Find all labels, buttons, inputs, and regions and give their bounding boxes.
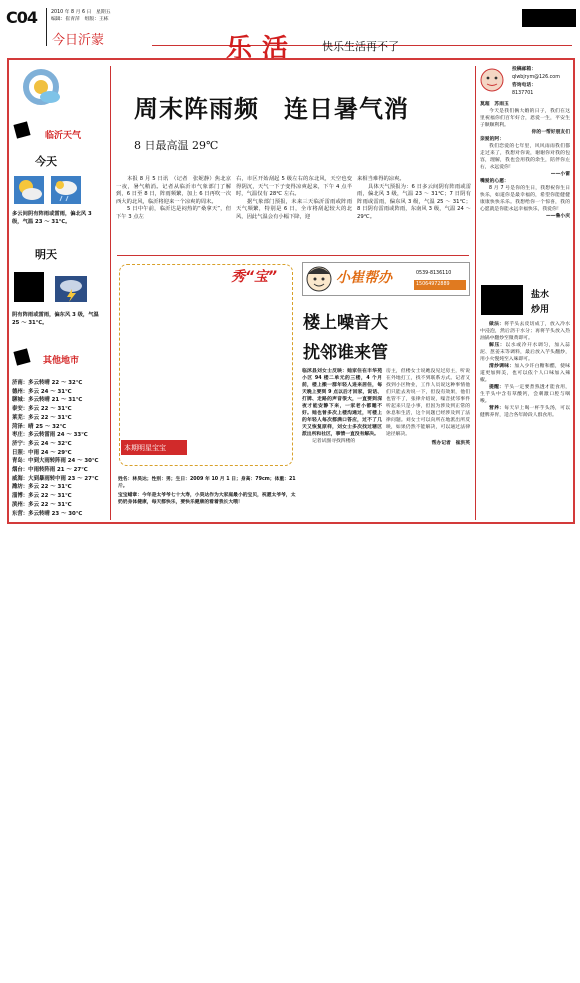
- helper-phone-2: 15064972889: [416, 282, 450, 287]
- helper-col2-text: 房主，但楼女士说她没见过房主，听说在外地打工，找不到联系方式。记者又找到小区物业，工作人员说这种事情他们只能去劝说一下，但没有效果，他们也管不了，张律介绍说，噪音扰邻事件听起来只是小事，但因为涉及到正常的休息和生活，这个问题已经涉及到了法律问题。刘女士可以向所在地派出所反映，如果仍然不能解决，可以通过法律途径解决。: [386, 369, 470, 437]
- other-cities-label: 其他地市: [43, 356, 80, 366]
- page-editors: 编辑：崔青萍 组版：王栋: [51, 17, 109, 22]
- sidebar-messages: [480, 101, 570, 220]
- sidebar-phone-label: 咨询电话：: [512, 83, 536, 88]
- sidebar-msg2-sig: ——小雷: [550, 172, 570, 177]
- recipe-step-text: 每天早上喝一杯芋头汤，可以健脾养胃，适合各年龄段人群食用。: [480, 406, 570, 418]
- sidebar-msg3-text: 8 月 7 号是你的生日，我想祝你生日快乐，如道你是最幸福的，希望你能健健康康快快乐乐。我想给你一个惊喜，我的心愿就是你能永远幸福快乐，我爱你！: [480, 186, 570, 212]
- recipe-title-2: 炒用: [531, 305, 550, 315]
- sidebar-msg1-text: 今天是我们俩大婚的日子，我们在这里祝福你们百年好合，恩爱一生，平安生子顺顺利利。: [480, 109, 570, 128]
- helper-logo: 小崔帮办: [336, 270, 392, 286]
- baby-info: [118, 476, 298, 490]
- article-col3-para2: 具体天气预报为：6 日多云间阴有阵雨或雷雨，偏北风 3 级，气温 23 ～ 31℃；7 日阴有阵雨或雷雨，偏东风 3 级，气温 25 ～ 31℃；8 日阴有雷雨或阵雨，东南风 3 级，气温 24 ～ 29℃。: [357, 183, 471, 220]
- sidebar-msg2-head: 亲爱的阿：: [480, 137, 504, 142]
- storm-icon: [55, 276, 87, 302]
- helper-mascot-icon: [304, 264, 334, 294]
- helper-phone-1: 0539-8136110: [416, 271, 452, 276]
- recipe-step-text: 将芋头去皮切成丁，放入冷水中浸泡，然后沥干水分；再将芋头放入热油锅中翻炒至微黄即可。: [480, 322, 570, 341]
- sidebar-msg3-sig: ——鲁小庆: [546, 214, 570, 219]
- page-date: 2010 年 8 月 6 日 星期五: [51, 10, 111, 15]
- sidebar-msg1-sig: 你的一帮好朋友们: [531, 130, 570, 135]
- article-headline: 周末阵雨频 连日暑气消: [134, 95, 409, 123]
- today-label: 今天: [35, 155, 57, 168]
- masthead-divider: [46, 8, 47, 46]
- section-slogan: 快乐生活再不了: [322, 40, 399, 53]
- sidebar-phone: 8137701: [512, 91, 534, 96]
- helper-title-1: 楼上噪音大: [303, 313, 388, 333]
- article-col2-para2: 据气象部门预报，未来三天临沂雷雨或阵雨天气频繁，特别是 6 日，全市将刮起较大的北风，因此气温会有小幅下降，迎: [236, 198, 352, 220]
- article-lead: 本报 8 月 5 日讯 （记者 张妮静）焦北京一夜，暑气稍消。记者从临沂市气象部门了解到，6 日至 8 日，阵雨频繁，加上 6 日再吹一次西大的北风，临沂将迎来一个凉爽的周末。: [116, 176, 231, 205]
- city-row: 日照：中雨 24 ～ 29℃: [12, 449, 72, 456]
- advert-block: [522, 9, 576, 27]
- city-row: 滨州：多云 22 ～ 31℃: [12, 501, 72, 508]
- recipe-step-label: 提醒：: [489, 385, 505, 390]
- sidebar-mail: qlwbjrym@126.com: [512, 75, 560, 80]
- city-row: 莱芜：多云 22 ～ 31℃: [12, 414, 72, 421]
- redacted-weather-icon: [14, 272, 44, 302]
- city-row: 潍坊：多云 22 ～ 31℃: [12, 484, 72, 491]
- city-forecast-list: [12, 379, 108, 518]
- article-col2-para1: 右，市区开始刮起 5 级左右的东北风，天空也变得阴沉，天气一下子变得凉爽起来，下午 4 点半时，气温仅有 28℃ 左右。: [236, 176, 352, 198]
- cloud-rain-icon: [51, 176, 81, 204]
- sidebar-msg2-text: 我们恋爱的七年里，风风雨雨我们都走过来了，我想对你说，谢谢你对我的包容，理解，我也会用我的余生，陪伴你左右，永远爱你！: [480, 144, 570, 170]
- helper-col-1: [302, 368, 382, 445]
- article-col-1: [116, 176, 231, 222]
- helper-col1-tail: 记者试图寻找四楼的: [312, 439, 356, 444]
- city-row: 济南：多云转晴 22 ～ 32℃: [12, 380, 83, 386]
- recipe-step: [480, 405, 570, 419]
- city-row: 东营：多云转晴 23 ～ 30℃: [12, 510, 83, 517]
- recipe-step-text: 以水或冷开水调匀，加入蒜泥、葱姜末等调料，最后放入芋头翻炒，用小火慢炖至入味即可。: [480, 343, 570, 362]
- city-row: 淄博：多云 22 ～ 31℃: [12, 493, 72, 500]
- baby-photo-frame: [119, 264, 293, 466]
- tomorrow-forecast: 阴有阵雨或雷雨，偏东风 3 级，气温 25 ～ 31℃。: [12, 312, 99, 326]
- city-row: 泰安：多云 22 ～ 31℃: [12, 406, 72, 413]
- recipe-step: [480, 321, 570, 342]
- baby-info-label: 姓名：: [118, 477, 133, 482]
- right-column-rule: [475, 66, 476, 520]
- edition-name: 今日沂蒙: [52, 33, 105, 48]
- city-row: 枣庄：多云转雷雨 24 ～ 33℃: [12, 432, 88, 439]
- weather-logo: [22, 67, 60, 111]
- baby-section-title: 秀“宝”: [231, 269, 278, 285]
- baby-info-text: 林昊达；性别：男；生日：2009 年 10 月 1 日；身高：79cm；体重：21 斤。: [118, 477, 296, 489]
- sidebar-mascot-icon: [478, 66, 506, 94]
- sun-cloud-icon: [14, 176, 44, 204]
- baby-caption: 本期明星宝宝: [124, 444, 166, 452]
- left-column-rule: [110, 66, 111, 520]
- sidebar-msg1-head: 莫超 苏雨玉: [480, 102, 509, 107]
- city-row: 青岛：中到大雨转阵雨 24 ～ 30℃: [12, 458, 99, 465]
- recipe-step: [480, 384, 570, 405]
- recipe-step: [480, 363, 570, 384]
- recipe-step-text: 芋头一定要煮熟透才能食用，生芋头中含有草酸钙，会刺激口腔与咽喉。: [480, 385, 570, 404]
- city-row: 聊城：多云转晴 21 ～ 31℃: [12, 397, 83, 404]
- tomorrow-label: 明天: [35, 248, 57, 261]
- recipe-steps: [480, 321, 570, 419]
- helper-title-2: 扰邻谁来管: [303, 343, 388, 363]
- recipe-step-label: 做法：: [489, 322, 505, 327]
- sidebar-mail-label: 投稿邮箱：: [512, 67, 536, 72]
- weather-section-label: 临沂天气: [45, 131, 82, 141]
- baby-message: [118, 492, 298, 506]
- recipe-step-label: 解压：: [489, 343, 506, 348]
- helper-signature: 帮办记者 崔洪英: [431, 441, 470, 446]
- recipe-step-text: 加入少许白糖和醋，使味道更加鲜美，也可以依个人口味加入辣椒。: [480, 364, 570, 383]
- page-code: C04: [6, 8, 38, 27]
- article-col3-para1: 来相当难得的凉爽。: [357, 176, 405, 182]
- city-row: 济宁：多云 24 ～ 32℃: [12, 440, 72, 447]
- baby-message-text: 今年是太爷爷七十大寿，小昊达作为大家庭最小的宝贝，祝愿太爷爷，太奶奶身体健康，每天都快乐，要快乐健康的看着我长大哦！: [118, 493, 296, 505]
- article-col-3: [357, 176, 471, 222]
- article-subtitle: 8 日最高温 29℃: [134, 139, 219, 152]
- sidebar-msg3-head: 嘴爱的心愿：: [480, 179, 509, 184]
- recipe-step-label: 营养：: [489, 406, 505, 411]
- recipe-step: [480, 342, 570, 363]
- section-title: 乐活: [226, 34, 299, 64]
- helper-col1-text: 临沭县刘女士反映：她家住在丰华苑小区 94 楼二单元的三楼，4 个月前，楼上搬一群年轻人进来居住，每天晚上要到 9 点以后才回家，说话、打牌、走路的声音很大，一直要到深夜才能安静下来，一家老小都睡不好。她也曾多次上楼沟通过，可楼上的年轻人每次都满口答应，过不了几天又恢复原样，刘女士多次找过辖区派出所和社区，事情一直没有解决。: [302, 369, 382, 437]
- city-row: 菏泽：晴 25 ～ 32℃: [12, 423, 67, 430]
- recipe-image-redacted: [481, 285, 523, 315]
- article-col1-para2: 5 日中午前，临沂达是闷热的“桑拿天”，但下午 3 点左: [116, 206, 231, 220]
- recipe-title-1: 盐水: [531, 290, 550, 300]
- city-row: 威海：大到暴雨转中雨 23 ～ 27℃: [12, 475, 99, 482]
- helper-col-2: [386, 368, 470, 447]
- baby-message-label: 宝宝蜡章：: [118, 493, 142, 498]
- article-col-2: [236, 176, 352, 222]
- today-forecast: 多云间阴有阵雨或雷雨，偏北风 3 级，气温 23 ～ 31℃。: [12, 211, 92, 225]
- headline-bottom-rule: [117, 255, 469, 256]
- recipe-step-label: 清炒调味：: [489, 364, 515, 369]
- city-row: 烟台：中雨转阵雨 21 ～ 27℃: [12, 467, 88, 474]
- city-row: 德州：多云 24 ～ 31℃: [12, 388, 72, 395]
